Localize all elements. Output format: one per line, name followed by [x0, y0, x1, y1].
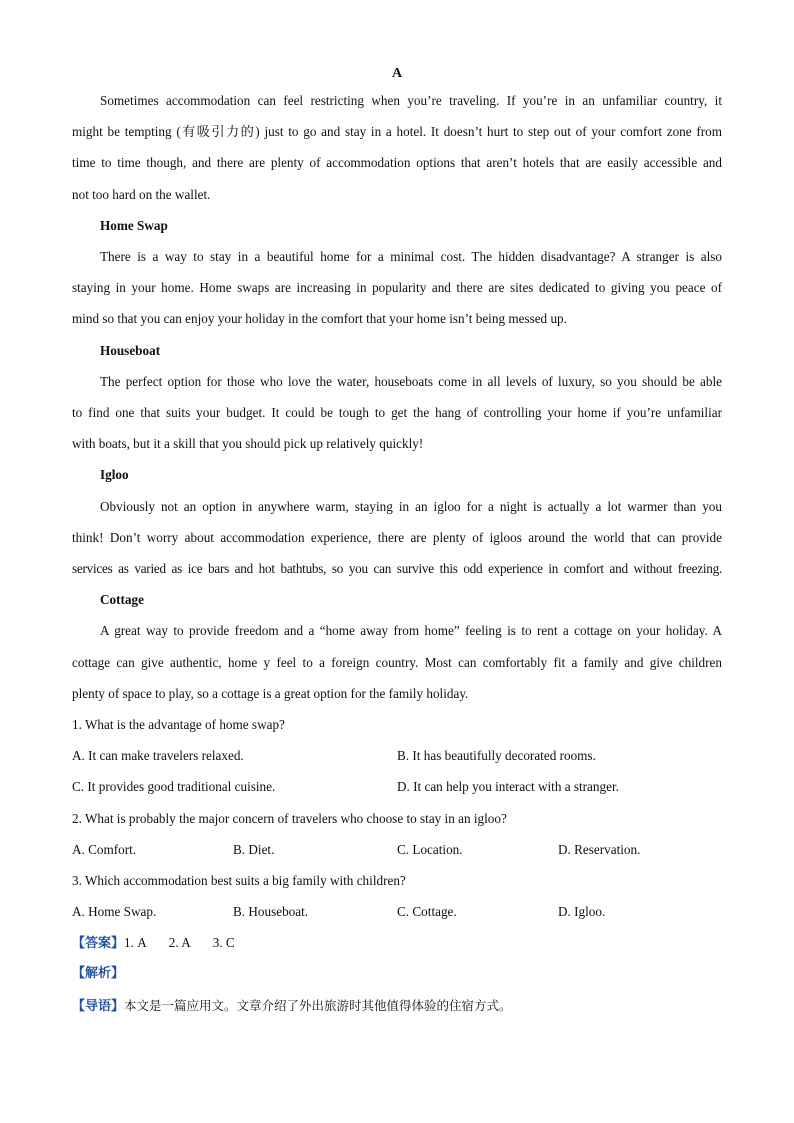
cottage-line-2: cottage can give authentic, home y feel to a foreign country. Most can comfortably fit a family and give children — [72, 655, 722, 670]
igloo-line-1: Obviously not an option in anywhere warm, staying in an igloo for a night is actually a lot warmer than you — [100, 499, 722, 514]
question-3-option-b[interactable]: B. Houseboat. — [233, 904, 309, 919]
igloo-line-2: think! Don’t worry about accommodation experience, there are plenty of igloos around the world that can provide — [72, 530, 722, 545]
intro-line-1: Sometimes accommodation can feel restricting when you’re traveling. If you’re in an unfamiliar country, it — [100, 93, 722, 108]
section-heading-houseboat: Houseboat — [100, 343, 161, 358]
guide-label: 【导语】 — [72, 999, 125, 1014]
igloo-line-3: services as varied as ice bars and hot bathtubs, so you can survive this odd experience in comfort and without freezing. — [72, 561, 722, 576]
question-1-option-b[interactable]: B. It has beautifully decorated rooms. — [397, 748, 596, 763]
intro-line-3: time to time though, and there are plenty of accommodation options that aren’t hotels that are easily accessible and — [72, 155, 722, 170]
answer-item-1: 1. A — [124, 935, 147, 950]
passage-title: A — [391, 66, 403, 81]
houseboat-line-3: with boats, but it a skill that you should pick up relatively quickly! — [72, 436, 424, 451]
home-swap-line-1: There is a way to stay in a beautiful home for a minimal cost. The hidden disadvantage? A stranger is also — [100, 249, 722, 264]
houseboat-line-1: The perfect option for those who love the water, houseboats come in all levels of luxury, so you should be able — [100, 374, 722, 389]
analysis-label: 【解析】 — [72, 966, 125, 981]
cottage-line-1: A great way to provide freedom and a “home away from home” feeling is to rent a cottage on your holiday. A — [100, 623, 722, 638]
intro-line-4: not too hard on the wallet. — [72, 187, 211, 202]
houseboat-line-2: to find one that suits your budget. It could be tough to get the hang of controlling your home if you’re unfamiliar — [72, 405, 722, 420]
section-heading-home-swap: Home Swap — [100, 218, 168, 233]
question-3-option-d[interactable]: D. Igloo. — [558, 904, 606, 919]
question-3-option-a[interactable]: A. Home Swap. — [72, 904, 157, 919]
guide-row — [72, 998, 512, 1015]
question-3-stem: 3. Which accommodation best suits a big family with children? — [72, 873, 406, 888]
answer-label: 【答案】 — [72, 936, 125, 951]
question-1-option-d[interactable]: D. It can help you interact with a stranger. — [397, 779, 619, 794]
question-1-option-c[interactable]: C. It provides good traditional cuisine. — [72, 779, 276, 794]
answer-row — [72, 935, 235, 952]
section-heading-igloo: Igloo — [100, 467, 129, 482]
section-heading-cottage: Cottage — [100, 592, 144, 607]
question-3-option-c[interactable]: C. Cottage. — [397, 904, 457, 919]
home-swap-line-3: mind so that you can enjoy your holiday in the comfort that your home isn’t being messed up. — [72, 311, 567, 326]
question-1-stem: 1. What is the advantage of home swap? — [72, 717, 285, 732]
guide-text: 本文是一篇应用文。文章介绍了外出旅游时其他值得体验的住宿方式。 — [124, 998, 512, 1013]
answer-item-3: 3. C — [212, 935, 235, 950]
question-1-option-a[interactable]: A. It can make travelers relaxed. — [72, 748, 244, 763]
home-swap-line-2: staying in your home. Home swaps are increasing in popularity and there are sites dedicated to giving you peace of — [72, 280, 722, 295]
intro-line-2: might be tempting (有吸引力的) just to go and stay in a hotel. It doesn’t hurt to step out of your comfort zone from — [72, 124, 722, 139]
question-2-option-d[interactable]: D. Reservation. — [558, 842, 641, 857]
answer-item-2: 2. A — [168, 935, 191, 950]
question-2-option-c[interactable]: C. Location. — [397, 842, 463, 857]
cottage-line-3: plenty of space to play, so a cottage is a great option for the family holiday. — [72, 686, 469, 701]
question-2-option-b[interactable]: B. Diet. — [233, 842, 275, 857]
question-2-stem: 2. What is probably the major concern of travelers who choose to stay in an igloo? — [72, 811, 507, 826]
question-2-option-a[interactable]: A. Comfort. — [72, 842, 137, 857]
